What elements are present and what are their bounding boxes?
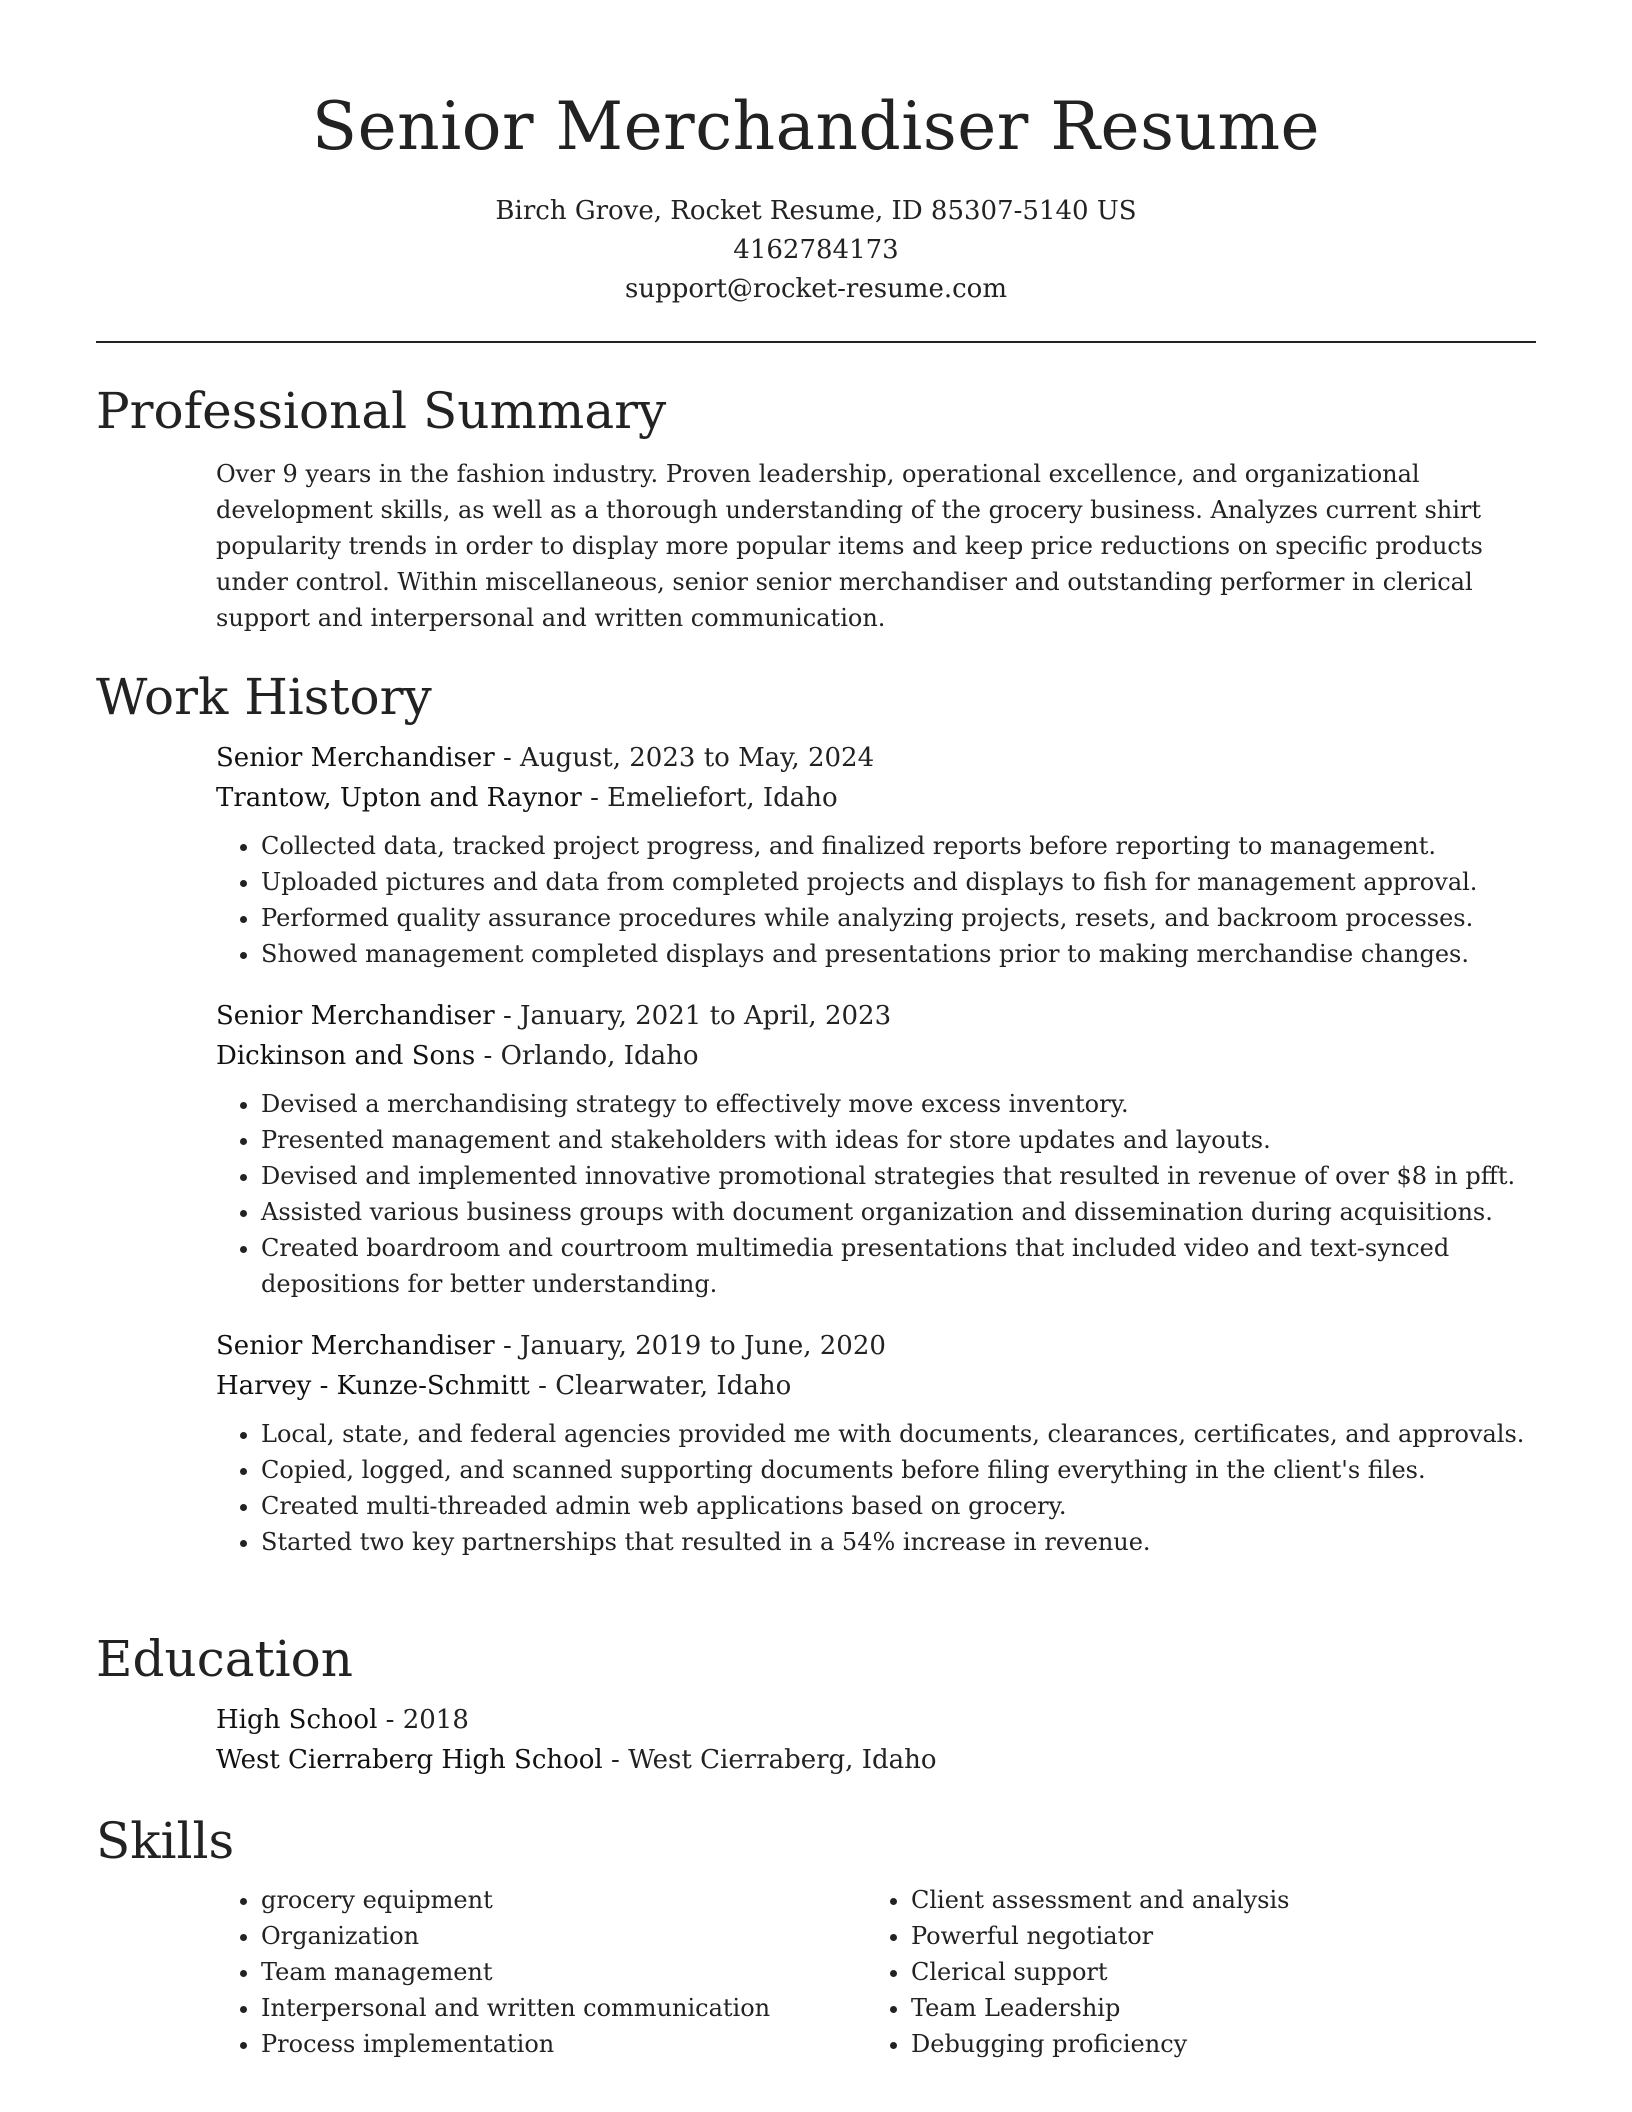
skill-item: • Team management (261, 1954, 866, 1990)
job-title-line (216, 996, 1536, 1036)
skill-item: • Client assessment and analysis (911, 1882, 1516, 1918)
education-school-line (216, 1740, 1536, 1780)
job-dates: - January, 2021 to April, 2023 (494, 1001, 892, 1031)
education-entry (216, 1700, 1536, 1780)
job-company-line (216, 778, 1536, 818)
job-company-line (216, 1366, 1536, 1406)
job-bullet: • Assisted various business groups with document organization and dissemination during acquisitions. (261, 1194, 1536, 1230)
job-bullets (216, 828, 1536, 972)
contact-block (96, 192, 1536, 309)
job-entry (216, 996, 1536, 1302)
job-location: - Emeliefort, Idaho (581, 783, 838, 813)
summary-text: Over 9 years in the fashion industry. Proven leadership, operational excellence, and organizational development skills, as well as a thorough understanding of the grocery business. Analyzes current shirt popularity trends in order to display more popular items and keep price reductions on specific products under control. Within miscellaneous, senior senior merchandiser and outstanding performer in clerical support and interpersonal and written communication. (216, 460, 1483, 632)
job-bullet: • Performed quality assurance procedures while analyzing projects, resets, and backroom processes. (261, 900, 1536, 936)
skill-item: • Debugging proficiency (911, 2026, 1516, 2062)
skills-list-right (866, 1882, 1516, 2062)
skill-item: • Organization (261, 1918, 866, 1954)
job-bullet: • Collected data, tracked project progress, and finalized reports before reporting to management. (261, 828, 1536, 864)
job-title-line (216, 1326, 1536, 1366)
education-degree: High School (216, 1705, 378, 1735)
summary-heading: Professional Summary (96, 382, 667, 440)
job-dates: - January, 2019 to June, 2020 (494, 1331, 886, 1361)
resume-title: Senior Merchandiser Resume (311, 88, 1321, 165)
education-degree-line (216, 1700, 1536, 1740)
job-title: Senior Merchandiser (216, 1001, 495, 1031)
contact-phone: 4162784173 (733, 235, 899, 265)
skill-item: • Powerful negotiator (911, 1918, 1516, 1954)
work-history-section (96, 666, 1536, 1560)
job-company: Harvey - Kunze-Schmitt (216, 1371, 530, 1401)
job-title-line (216, 738, 1536, 778)
education-heading: Education (96, 1630, 353, 1688)
job-bullet: • Created boardroom and courtroom multimedia presentations that included video and text-synced depositions for better understanding. (261, 1230, 1536, 1302)
work-history-heading: Work History (96, 668, 432, 726)
job-bullet: • Created multi-threaded admin web applications based on grocery. (261, 1488, 1536, 1524)
summary-section (96, 380, 1536, 636)
header-divider (96, 341, 1536, 343)
job-bullet: • Copied, logged, and scanned supporting documents before filing everything in the client's files. (261, 1452, 1536, 1488)
job-company: Dickinson and Sons (216, 1041, 476, 1071)
skills-columns (216, 1882, 1536, 2062)
job-bullet: • Devised and implemented innovative promotional strategies that resulted in revenue of over $8 in pfft. (261, 1158, 1536, 1194)
resume-header (96, 84, 1536, 309)
skill-item: • grocery equipment (261, 1882, 866, 1918)
skill-item: • Process implementation (261, 2026, 866, 2062)
job-title: Senior Merchandiser (216, 1331, 495, 1361)
skills-heading: Skills (96, 1812, 235, 1870)
education-location: - West Cierraberg, Idaho (602, 1745, 937, 1775)
job-bullets (216, 1086, 1536, 1302)
job-company: Trantow, Upton and Raynor (216, 783, 582, 813)
job-dates: - August, 2023 to May, 2024 (494, 743, 875, 773)
job-bullet: • Presented management and stakeholders with ideas for store updates and layouts. (261, 1122, 1536, 1158)
skills-section (96, 1810, 1536, 2062)
job-location: - Clearwater, Idaho (529, 1371, 792, 1401)
contact-address: Birch Grove, Rocket Resume, ID 85307-5140 US (495, 196, 1137, 226)
job-bullet: • Uploaded pictures and data from completed projects and displays to fish for management approval. (261, 864, 1536, 900)
job-title: Senior Merchandiser (216, 743, 495, 773)
job-entry (216, 1326, 1536, 1560)
job-entry (216, 738, 1536, 972)
skill-item: • Clerical support (911, 1954, 1516, 1990)
job-bullet: • Showed management completed displays and presentations prior to making merchandise changes. (261, 936, 1536, 972)
job-bullet: • Started two key partnerships that resulted in a 54% increase in revenue. (261, 1524, 1536, 1560)
job-location: - Orlando, Idaho (475, 1041, 699, 1071)
skill-item: • Interpersonal and written communication (261, 1990, 866, 2026)
job-company-line (216, 1036, 1536, 1076)
skill-item: • Team Leadership (911, 1990, 1516, 2026)
job-bullet: • Devised a merchandising strategy to effectively move excess inventory. (261, 1086, 1536, 1122)
job-bullets (216, 1416, 1536, 1560)
job-bullet: • Local, state, and federal agencies provided me with documents, clearances, certificates, and approvals. (261, 1416, 1536, 1452)
contact-email: support@rocket-resume.com (624, 274, 1007, 304)
education-year: - 2018 (377, 1705, 469, 1735)
education-school: West Cierraberg High School (216, 1745, 603, 1775)
education-section (96, 1628, 1536, 1780)
skills-list-left (216, 1882, 866, 2062)
